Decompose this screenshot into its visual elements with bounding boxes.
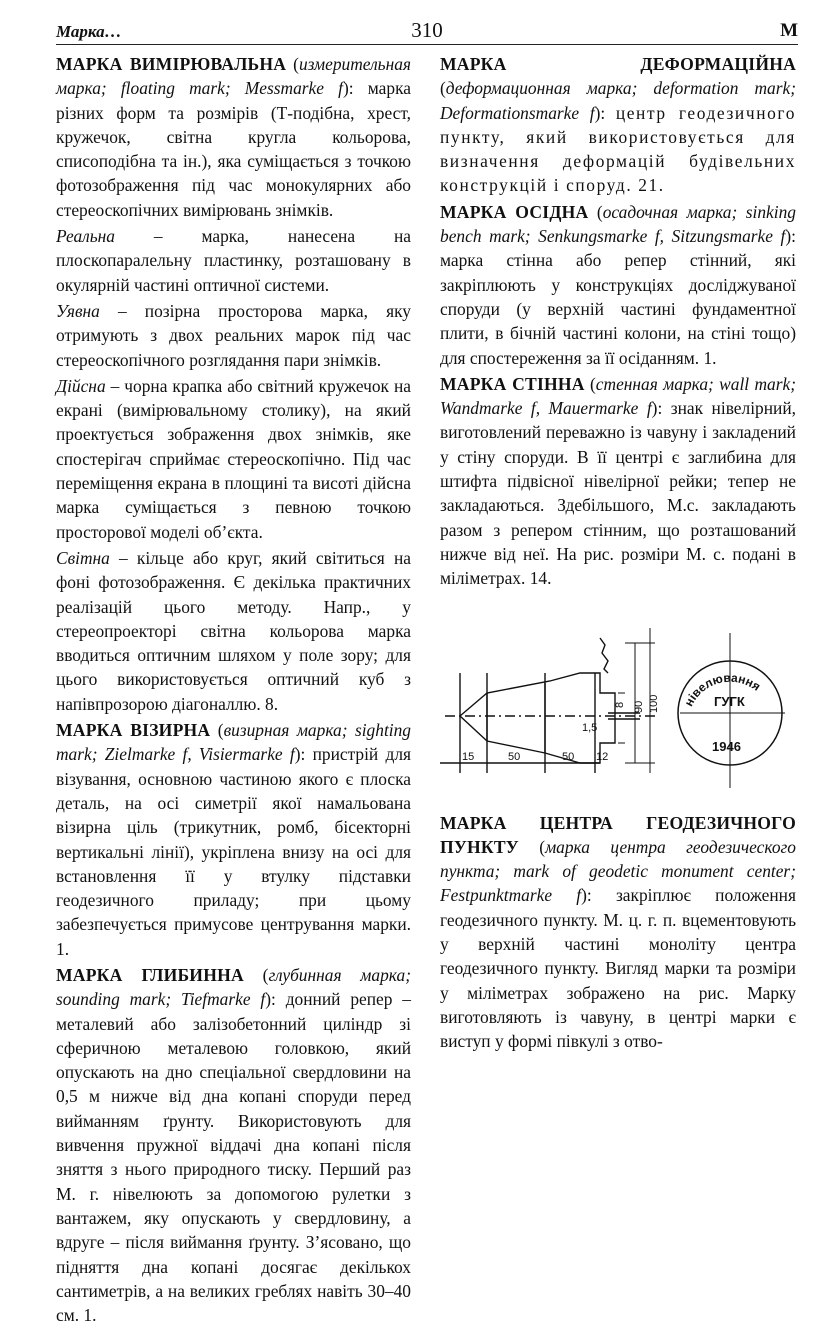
dim-100: 100	[648, 694, 660, 713]
entry-marka-vymiriuvalna: МАРКА ВИМІРЮВАЛЬНА (измерительная марка; floating mark; Messmarke f): марка різних форм та розмірів (Т-подібна, хрест, кружечок, світна кругла кольорова, списоподібна та ін.), яка суміщається з точкою фотозображення під час монокулярних або стереоскопічних вимірювань знімків.	[56, 54, 411, 220]
page-number: 310	[411, 18, 443, 42]
page-header	[56, 14, 798, 45]
seal-top-text: нівелювання	[681, 670, 764, 709]
wall-mark-figure	[440, 613, 796, 793]
left-column	[56, 52, 411, 1329]
section-letter: М	[780, 20, 798, 41]
seal-middle-text: ГУГК	[714, 693, 745, 709]
right-column	[440, 52, 796, 1056]
entry-marka-hlybynna: МАРКА ГЛИБИННА (глубинная марка; sounding mark; Tiefmarke f): донний репер – металевий або залізобетонний циліндр зі сферичною металевою головкою, який опускають на дно спеціальної свердловини на 0,5 м нижче від дна копані споруди перед вийманням ґрунту. Використовують для вивчення пружної віддачі дна копані після зняття з нього природного тиску. Перший раз М. г. нівелюють за допомогою рулетки з вантажем, яку опускають у свердловину, а вдруге – після виймання ґрунту. З’ясовано, що підняття дна копані досягає декількох сантиметрів, а на великих греблях навіть 30–40 см. 1.	[56, 964, 411, 1326]
seal-drawing	[678, 633, 785, 788]
seal-year: 1946	[712, 738, 741, 754]
dim-50b: 50	[562, 750, 575, 763]
dim-8: 8	[614, 701, 626, 708]
wall-mark-drawing	[440, 613, 796, 793]
dim-50a: 50	[508, 750, 521, 763]
dim-90: 90	[633, 700, 645, 713]
dim-1-5: 1,5	[582, 721, 598, 734]
entry-marka-stinna: МАРКА СТІННА (стенная марка; wall mark; Wandmarke f, Mauermarke f): знак нівелірний, виготовлений переважно із чавуну і закладений у стіну споруди. В її центрі є заглибина для штифта підвісної нівелірної рейки; тепер не закладаються. Здебільшого, М.с. закладають разом з репером стінним, що розташований нижче від неї. На рис. розміри М. с. подані в міліметрах. 14.	[440, 373, 796, 589]
entry-marka-tsentra: МАРКА ЦЕНТРА ГЕОДЕЗИЧНОГО ПУНКТУ (марка центра геодезического пункта; mark of geodetic monument center; Festpunktmarke f): закріплює положення геодезичного пункту. М. ц. г. п. вцементовують у верхній частині моноліту центра геодезичного пункту. Вигляд марки та розміри у міліметрах зображено на рис. Марку виготовляють із чавуну, в центрі марки є виступ у формі півкулі з отво-	[440, 812, 796, 1052]
dimension-labels	[462, 694, 660, 762]
dim-12: 12	[596, 750, 609, 763]
subentry-svitna: Світна – кільце або круг, який світиться на фоні фотозображення. Є декілька практичних реалізацій цього методу. Напр., у стереопроекторі світна кольорова марка вводиться оптичним шляхом у поле зору; для цього використовується оптичний куб з напівпрозорою діагоналлю. 8.	[56, 547, 411, 714]
entry-marka-deformatsiina: МАРКА ДЕФОРМАЦІЙНА (деформационная марка; deformation mark; Deformationsmarke f): центр геодезичного пункту, який використовується для визначення деформацій будівельних конструкцій і споруд. 21.	[440, 54, 796, 196]
subentry-diisna: Дійсна – чорна крапка або світний кружечок на екрані (вимірювальному столику), на який проектується зображення двох знімків, яке спостерігач сприймає стереоскопічно. Під час переміщення екрана в площині та висоті дійсна марка суміщається з певною точкою просторової моделі об’єкта.	[56, 375, 411, 542]
running-head: Марка…	[56, 22, 122, 41]
subentry-uiavna: Уявна – позірна просторова марка, яку отримують з двох реальних марок під час стереоскопічного розглядання пари знімків.	[56, 300, 411, 370]
entry-marka-osidna: МАРКА ОСІДНА (осадочная марка; sinking bench mark; Senkungsmarke f, Sitzungsmarke f): марка стінна або репер стінний, які закріплюють у конструкціях досліджуваної споруди (у верхній частині фундаментної плити, в бічній частині колони, на стіні тощо) для спостереження за її осіданням. 1.	[440, 201, 796, 368]
entry-marka-vizyrna: МАРКА ВІЗИРНА (визирная марка; sighting mark; Zielmarke f, Visiermarke f): пристрій для візування, основною частиною якого є плоска деталь, на осі симетрії якої намальована візирна ціль (трикутник, ромб, бісекторні вертикальні лінії), укріплена внизу на осі для встановлення її у втулку підставки геодезичного приладу; при цьому забезпечується примусове центрування марки. 1.	[56, 720, 412, 959]
dim-15: 15	[462, 750, 475, 763]
subentry-realna: Реальна – марка, нанесена на плоскопаралельну пластинку, розташовану в окулярній частині оптичної системи.	[56, 226, 411, 295]
